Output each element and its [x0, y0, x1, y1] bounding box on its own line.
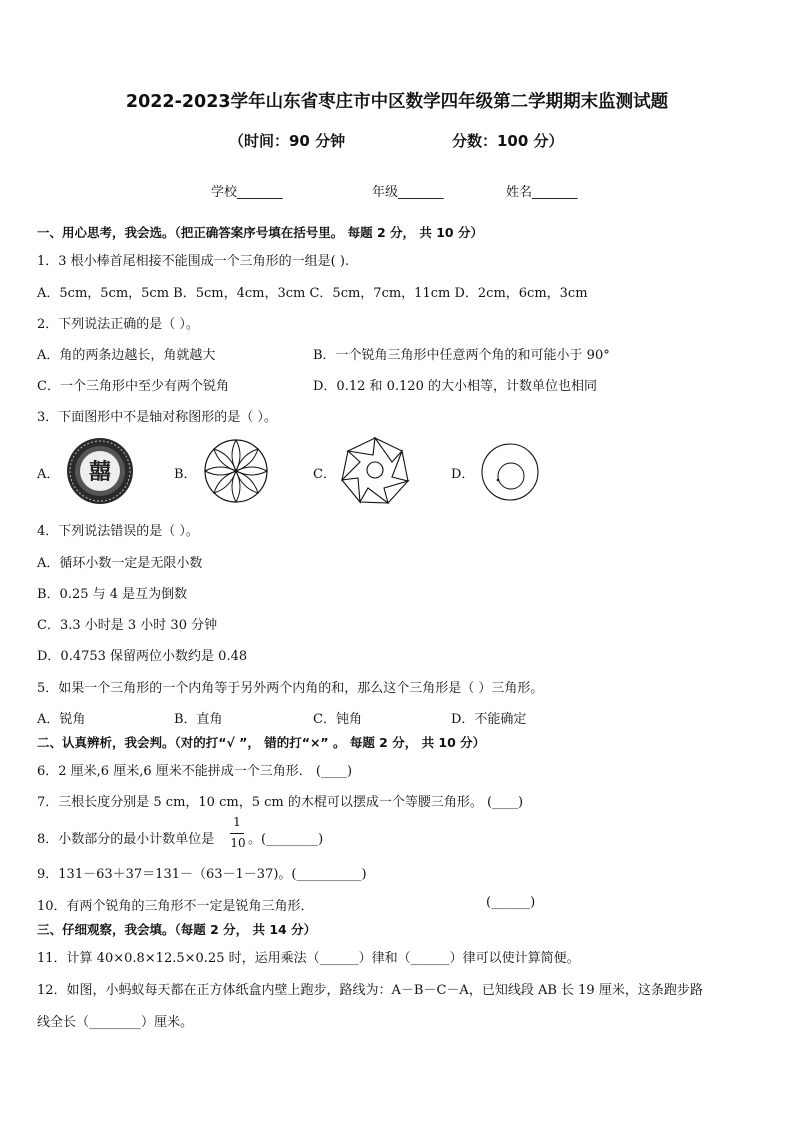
q3-stem: 3．下面图形中不是轴对称图形的是（ ）。	[37, 410, 277, 425]
exam-time: （时间：90 分钟	[229, 132, 346, 150]
q3-option-d: D．	[451, 467, 475, 482]
q2-option-d: D．0.12 和 0.120 的大小相等，计数单位也相同	[313, 379, 597, 394]
q8-fraction-bar	[230, 833, 244, 834]
q12-line-1: 12．如图，小蚂蚁每天都在正方体纸盒内壁上跑步，路线为：A－B－C－A，已知线段 AB 长 19 厘米，这条跑步路	[37, 983, 703, 998]
page-title: 2022-2023学年山东省枣庄市中区数学四年级第二学期期末监测试题	[125, 92, 669, 112]
q2-option-a: A．角的两条边越长，角就越大	[37, 348, 216, 363]
name-field: 姓名_______	[506, 185, 578, 200]
q1-stem: 1．3 根小棒首尾相接不能围成一个三角形的一组是( ).	[37, 254, 350, 269]
q4-option-c: C．3.3 小时是 3 小时 30 分钟	[37, 618, 218, 633]
q3-option-c: C．	[313, 467, 336, 482]
q1-options: A．5cm，5cm，5cm B．5cm，4cm，3cm C．5cm，7cm，11cm D．2cm，6cm，3cm	[37, 286, 588, 301]
section-2-heading: 二、认真辨析，我会判。（对的打“√ ”， 错的打“×” 。 每题 2 分， 共 10 分）	[37, 735, 486, 750]
q8-fraction-denominator: 10	[230, 836, 246, 850]
q2-stem: 2．下列说法正确的是（ ）。	[37, 317, 199, 332]
q5-option-a: A．锐角	[37, 712, 86, 727]
q4-option-d: D．0.4753 保留两位小数约是 0.48	[37, 649, 248, 664]
section-3-heading: 三、仔细观察，我会填。（每题 2 分， 共 14 分）	[37, 922, 317, 937]
q12-line-2: 线全长（________）厘米。	[37, 1015, 194, 1030]
q3-option-a: A．	[37, 467, 60, 482]
exam-score: 分数：100 分）	[452, 132, 564, 150]
q5-stem: 5．如果一个三角形的一个内角等于另外两个内角的和，那么这个三角形是（ ）三角形。	[37, 681, 544, 696]
q4-stem: 4．下列说法错误的是（ ）。	[37, 524, 199, 539]
q5-option-b: B．直角	[174, 712, 223, 727]
q4-option-b: B．0.25 与 4 是互为倒数	[37, 587, 188, 602]
grade-field: 年级_______	[372, 185, 444, 200]
q3-option-b: B．	[174, 467, 197, 482]
pinwheel-heptagon-figure	[340, 436, 410, 506]
q2-option-b: B．一个锐角三角形中任意两个角的和可能小于 90°	[313, 348, 610, 363]
q5-option-c: C．钝角	[313, 712, 362, 727]
q8-fraction-numerator: 1	[233, 815, 241, 829]
q9: 9．131－63＋37＝131－（63－1－37)。(__________)	[37, 867, 367, 882]
double-happiness-seal-figure	[66, 437, 134, 505]
section-1-heading: 一、用心思考，我会选。（把正确答案序号填在括号里。 每题 2 分， 共 10 分）	[37, 225, 483, 240]
q8-suffix: 。(________)	[248, 832, 324, 847]
q5-option-d: D．不能确定	[451, 712, 527, 727]
q8-prefix: 8．小数部分的最小计数单位是	[37, 832, 215, 847]
q6: 6．2 厘米,6 厘米,6 厘米不能拼成一个三角形． (____)	[37, 764, 353, 779]
seal-character: 囍	[88, 460, 112, 485]
q7: 7．三根长度分别是 5 cm，10 cm，5 cm 的木棍可以摆成一个等腰三角形。 (____)	[37, 795, 524, 810]
rosette-circle-figure	[204, 439, 268, 503]
circle-with-dot-figure	[480, 443, 540, 501]
school-field: 学校_______	[211, 185, 283, 200]
q4-option-a: A．循环小数一定是无限小数	[37, 556, 203, 571]
q10-stem: 10．有两个锐角的三角形不一定是锐角三角形．	[37, 899, 314, 914]
q11: 11．计算 40×0.8×12.5×0.25 时，运用乘法（______）律和（______）律可以使计算简便。	[37, 951, 580, 966]
q10-blank: (______)	[486, 895, 536, 910]
q2-option-c: C．一个三角形中至少有两个锐角	[37, 379, 229, 394]
